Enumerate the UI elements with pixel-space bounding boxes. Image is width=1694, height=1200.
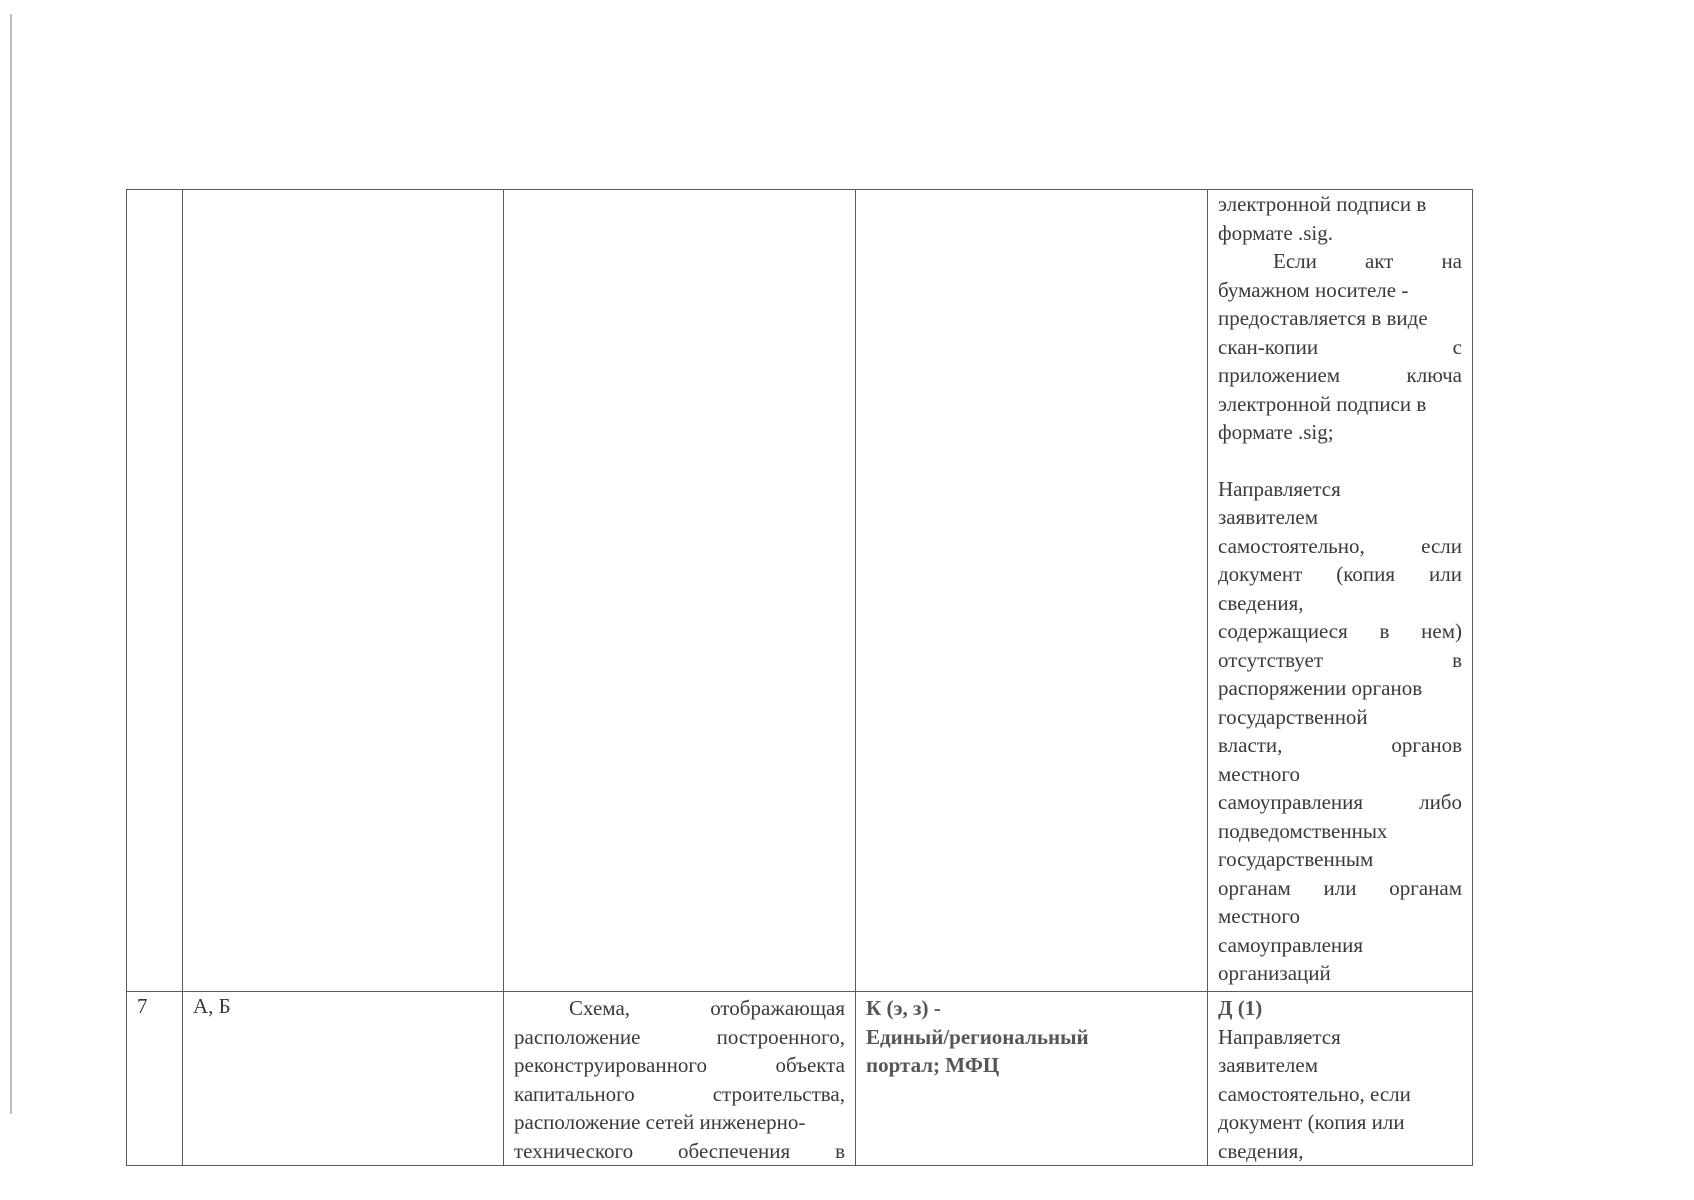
word: расположение: [514, 1024, 641, 1049]
text-line: предоставляется в виде: [1218, 306, 1428, 330]
text-block-paper-act: [1218, 247, 1462, 447]
text-line: [514, 1080, 845, 1109]
table-row-7: [127, 992, 1473, 1166]
cell-number: [127, 992, 183, 1166]
word: органам: [1389, 875, 1462, 900]
word: на: [1441, 249, 1462, 273]
word: обеспечения: [678, 1138, 791, 1163]
word: построенного,: [716, 1024, 845, 1049]
word: в: [1379, 619, 1390, 643]
text-line: [514, 1023, 845, 1052]
cell-number: [127, 190, 183, 992]
requirements-table: [126, 189, 1473, 1166]
text-line: самоуправления: [1218, 932, 1364, 957]
text-line: формате .sig.: [1218, 220, 1333, 245]
text-line: заявителем: [1218, 1053, 1319, 1077]
text-line: Единый/региональный: [866, 1024, 1089, 1049]
word: нем): [1421, 619, 1462, 643]
text-line: местного: [1218, 904, 1300, 928]
text-line: [1218, 333, 1462, 362]
word: объекта: [775, 1053, 845, 1077]
cell-requirements: [1208, 992, 1473, 1166]
word: приложением: [1218, 363, 1341, 387]
word: реконструированного: [514, 1053, 707, 1077]
cell-document: [504, 190, 856, 992]
row-number: 7: [137, 994, 148, 1018]
text-line: [514, 994, 845, 1023]
text-line: государственным: [1218, 847, 1374, 871]
word: капитального: [514, 1081, 635, 1106]
page-edge-line: [10, 14, 12, 1114]
text-line: [1218, 646, 1462, 675]
word: самоуправления: [1218, 790, 1364, 814]
cell-channel: [856, 190, 1208, 992]
word: Схема,: [569, 996, 631, 1020]
text-line: [1218, 532, 1462, 561]
cell-categories: [183, 992, 504, 1166]
word: самостоятельно,: [1218, 533, 1365, 558]
word: отображающая: [710, 996, 845, 1020]
text-line: бумажном носителе -: [1218, 277, 1409, 302]
text-line: сведения,: [1218, 1138, 1304, 1163]
text-line: документ (копия или: [1218, 1110, 1405, 1134]
text-line: электронной подписи в: [1218, 192, 1427, 216]
text-line: Направляется: [1218, 1024, 1341, 1049]
cell-categories: [183, 190, 504, 992]
word: (копия: [1336, 562, 1396, 586]
text-line: Направляется: [1218, 476, 1341, 501]
text-line: заявителем: [1218, 505, 1319, 529]
text-line: К (э, з) -: [866, 996, 941, 1020]
text-line: [1218, 874, 1462, 903]
text-line: [1218, 788, 1462, 817]
word: или: [1429, 562, 1462, 586]
word: строительства,: [712, 1081, 845, 1106]
applicant-categories: А, Б: [193, 994, 231, 1018]
word: документ: [1218, 562, 1303, 586]
text-line: [1218, 247, 1462, 276]
paragraph-gap: [1218, 447, 1462, 475]
text-line: местного: [1218, 761, 1300, 786]
text-block-applicant: [1218, 475, 1462, 988]
word: акт: [1364, 249, 1394, 273]
text-line: [1218, 617, 1462, 646]
word: с: [1452, 334, 1462, 359]
cell-requirements: [1208, 190, 1473, 992]
word: органам: [1218, 875, 1291, 900]
text-line: [1218, 731, 1462, 760]
word: технического: [514, 1138, 634, 1163]
word: скан-копии: [1218, 334, 1319, 359]
word: отсутствует: [1218, 647, 1324, 672]
word: в: [835, 1138, 845, 1163]
text-line: государственной: [1218, 704, 1368, 729]
text-line: формате .sig;: [1218, 420, 1334, 444]
requirement-label: Д (1): [1218, 996, 1263, 1020]
word: если: [1421, 533, 1462, 558]
text-line: [514, 1137, 845, 1166]
word: Если: [1273, 249, 1317, 273]
text-line: [1218, 361, 1462, 390]
cell-channel: [856, 992, 1208, 1166]
text-line: портал; МФЦ: [866, 1053, 1000, 1077]
cell-document: [504, 992, 856, 1166]
text-line: подведомственных: [1218, 818, 1388, 843]
text-line: распоряжении органов: [1218, 676, 1423, 700]
text-line: [514, 1051, 845, 1080]
text-line: [1218, 560, 1462, 589]
text-line: электронной подписи в: [1218, 391, 1427, 416]
text-line: сведения,: [1218, 590, 1304, 615]
word: власти,: [1218, 733, 1283, 757]
table-row-continuation: [127, 190, 1473, 992]
word: либо: [1419, 790, 1462, 814]
text-line: организаций: [1218, 961, 1331, 985]
text-line: расположение сетей инженерно-: [514, 1110, 806, 1134]
text-block-signature: [1218, 190, 1462, 247]
word: органов: [1391, 733, 1462, 757]
word: ключа: [1406, 363, 1462, 387]
text-line: самостоятельно, если: [1218, 1081, 1411, 1106]
word: в: [1452, 647, 1462, 672]
word: содержащиеся: [1218, 619, 1348, 643]
word: или: [1323, 875, 1357, 900]
